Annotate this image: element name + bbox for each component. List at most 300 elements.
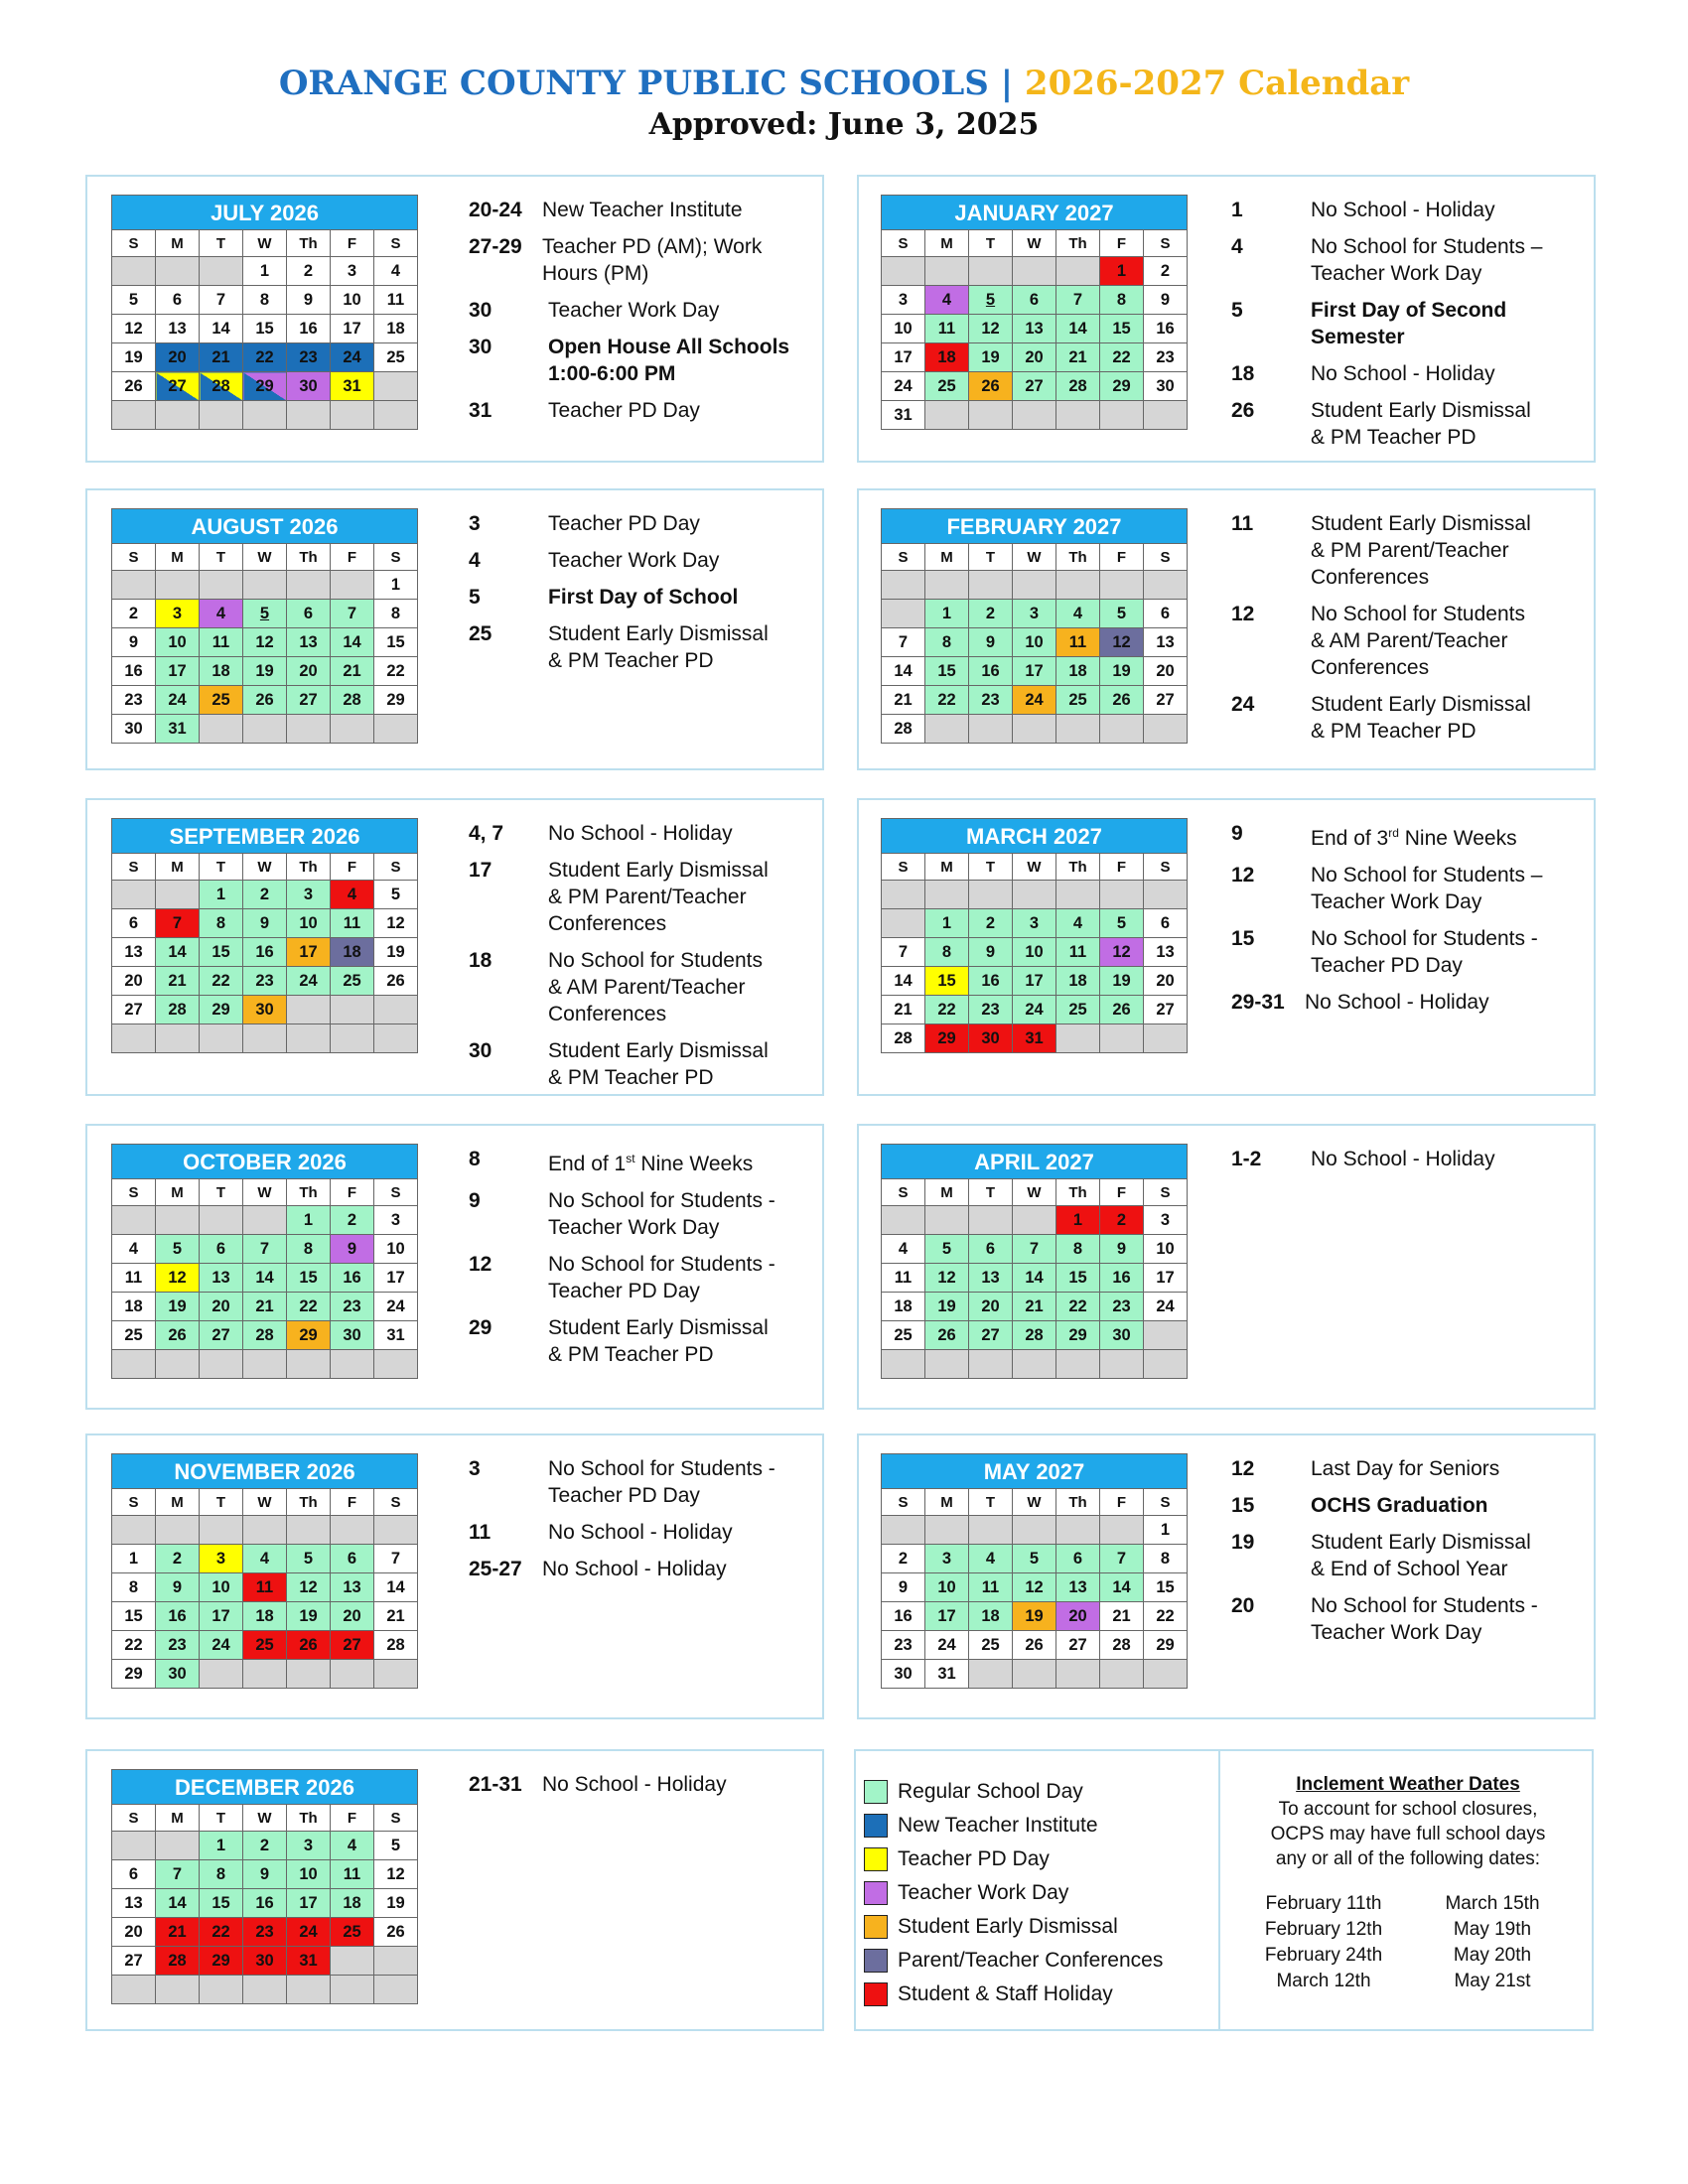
day-cell: 26 (156, 1321, 200, 1350)
empty-day-cell (200, 1976, 243, 2004)
week-row (882, 315, 1188, 343)
day-cell: 28 (1100, 1631, 1144, 1660)
event-item (469, 820, 806, 847)
empty-day-cell (200, 1206, 243, 1235)
day-cell: 31 (882, 401, 925, 430)
empty-day-cell (374, 1350, 418, 1379)
day-cell: 21 (882, 996, 925, 1024)
legend-item (864, 1876, 1221, 1910)
day-cell: 11 (331, 909, 374, 938)
week-row (882, 1573, 1188, 1602)
day-cell: 26 (969, 372, 1013, 401)
day-cell: 24 (374, 1293, 418, 1321)
week-row (882, 657, 1188, 686)
empty-day-cell (1144, 1660, 1188, 1689)
day-cell: 27 (1056, 1631, 1100, 1660)
day-cell: 25 (969, 1631, 1013, 1660)
week-row (112, 571, 418, 600)
day-cell: 11 (1056, 938, 1100, 967)
event-date: 12 (1231, 864, 1255, 887)
day-cell: 17 (1013, 967, 1056, 996)
day-cell: 5 (243, 600, 287, 628)
empty-day-cell (969, 1350, 1013, 1379)
event-text: No School - Holiday (1311, 1148, 1495, 1170)
week-row (882, 1293, 1188, 1321)
day-cell: 2 (1100, 1206, 1144, 1235)
empty-day-cell (882, 1516, 925, 1545)
day-cell: 5 (374, 881, 418, 909)
day-cell: 17 (287, 938, 331, 967)
event-date: 30 (469, 299, 492, 322)
day-cell: 15 (243, 315, 287, 343)
day-cell: 2 (969, 909, 1013, 938)
event-text: No School - Holiday (548, 822, 733, 845)
day-cell: 15 (1056, 1264, 1100, 1293)
month-title: AUGUST 2026 (111, 508, 418, 543)
day-header: S (1144, 1179, 1188, 1206)
event-text: Student Early Dismissal & End of School Year (1311, 1531, 1531, 1580)
day-cell: 16 (112, 657, 156, 686)
day-cell: 23 (243, 1918, 287, 1947)
empty-day-cell (1056, 1660, 1100, 1689)
day-cell: 15 (925, 967, 969, 996)
day-header: M (156, 1805, 200, 1832)
empty-day-cell (200, 1516, 243, 1545)
event-item (469, 510, 806, 537)
day-cell: 22 (200, 967, 243, 996)
day-cell: 26 (1100, 686, 1144, 715)
week-row (112, 1860, 418, 1889)
day-cell: 5 (156, 1235, 200, 1264)
week-row (112, 967, 418, 996)
day-cell: 10 (925, 1573, 969, 1602)
day-header: T (969, 1179, 1013, 1206)
week-row (882, 343, 1188, 372)
event-date: 9 (469, 1189, 481, 1212)
week-row (882, 628, 1188, 657)
event-text: No School for Students – Teacher Work Day (1311, 864, 1543, 913)
day-cell: 29 (374, 686, 418, 715)
day-cell: 24 (882, 372, 925, 401)
week-row (112, 1918, 418, 1947)
empty-day-cell (331, 996, 374, 1024)
day-cell: 9 (1144, 286, 1188, 315)
day-cell: 21 (331, 657, 374, 686)
day-cell: 29 (1144, 1631, 1188, 1660)
day-cell: 12 (374, 1860, 418, 1889)
empty-day-cell (112, 257, 156, 286)
week-row (882, 286, 1188, 315)
day-header: S (1144, 230, 1188, 257)
empty-day-cell (969, 1660, 1013, 1689)
day-cell: 25 (200, 686, 243, 715)
event-text: No School for Students - Teacher PD Day (1311, 927, 1538, 977)
day-header: S (882, 544, 925, 571)
event-item (1231, 820, 1569, 852)
empty-day-cell (1056, 401, 1100, 430)
day-cell: 9 (112, 628, 156, 657)
empty-day-cell (112, 571, 156, 600)
day-cell: 4 (112, 1235, 156, 1264)
day-cell: 17 (374, 1264, 418, 1293)
day-cell: 10 (1013, 938, 1056, 967)
event-text: No School - Holiday (542, 1558, 727, 1580)
event-date: 18 (469, 949, 492, 972)
event-item (469, 1455, 806, 1509)
event-list (1231, 1455, 1569, 1656)
day-cell: 6 (1056, 1545, 1100, 1573)
event-date: 1 (1231, 199, 1243, 221)
event-date: 29-31 (1231, 991, 1285, 1014)
day-header: F (1100, 230, 1144, 257)
day-cell: 21 (156, 967, 200, 996)
day-cell: 11 (374, 286, 418, 315)
day-header: W (243, 544, 287, 571)
day-cell: 30 (112, 715, 156, 744)
week-row (882, 1545, 1188, 1573)
day-cell: 1 (200, 881, 243, 909)
week-row (112, 1660, 418, 1689)
day-cell: 27 (331, 1631, 374, 1660)
day-header: S (112, 1805, 156, 1832)
day-cell: 15 (1100, 315, 1144, 343)
empty-day-cell (200, 1660, 243, 1689)
day-header: Th (287, 1805, 331, 1832)
legend-label: Regular School Day (898, 1780, 1083, 1803)
event-text: Student Early Dismissal & PM Teacher PD (548, 622, 769, 672)
event-item (1231, 1492, 1569, 1519)
day-cell: 22 (1056, 1293, 1100, 1321)
day-header: S (882, 1179, 925, 1206)
empty-day-cell (287, 1024, 331, 1053)
day-cell: 21 (374, 1602, 418, 1631)
legend-item (864, 1978, 1221, 2011)
day-cell: 19 (1013, 1602, 1056, 1631)
day-cell: 25 (243, 1631, 287, 1660)
event-list (469, 820, 806, 1101)
event-item (469, 1251, 806, 1304)
day-cell: 2 (243, 1832, 287, 1860)
day-header: S (374, 1805, 418, 1832)
day-header: W (243, 1179, 287, 1206)
day-header: Th (287, 1489, 331, 1516)
event-text: OCHS Graduation (1311, 1494, 1488, 1517)
day-cell: 5 (1100, 909, 1144, 938)
empty-day-cell (287, 715, 331, 744)
empty-day-cell (331, 1350, 374, 1379)
day-cell: 27 (112, 1947, 156, 1976)
day-cell: 1 (243, 257, 287, 286)
day-header: W (1013, 1489, 1056, 1516)
day-cell: 5 (112, 286, 156, 315)
week-row (112, 1235, 418, 1264)
day-cell: 24 (1013, 686, 1056, 715)
event-item (469, 1556, 806, 1582)
day-cell: 18 (1056, 967, 1100, 996)
inclement-date: February 11th (1265, 1893, 1382, 1914)
event-date: 4, 7 (469, 822, 504, 845)
empty-day-cell (243, 571, 287, 600)
event-list (1231, 820, 1569, 1025)
day-cell: 2 (243, 881, 287, 909)
day-cell: 6 (1144, 909, 1188, 938)
week-row (882, 401, 1188, 430)
event-date: 25-27 (469, 1558, 522, 1580)
day-cell: 12 (287, 1573, 331, 1602)
day-cell: 5 (969, 286, 1013, 315)
day-cell: 8 (112, 1573, 156, 1602)
day-cell: 30 (287, 372, 331, 401)
day-cell: 11 (243, 1573, 287, 1602)
empty-day-cell (969, 571, 1013, 600)
day-cell: 13 (200, 1264, 243, 1293)
day-header: S (112, 854, 156, 881)
day-cell: 21 (882, 686, 925, 715)
empty-day-cell (287, 1516, 331, 1545)
month-title: MAY 2027 (881, 1453, 1188, 1488)
day-cell: 6 (112, 909, 156, 938)
inclement-date: May 21st (1454, 1971, 1531, 1991)
day-header: M (156, 230, 200, 257)
day-header: Th (1056, 230, 1100, 257)
day-cell: 3 (331, 257, 374, 286)
day-cell: 1 (200, 1832, 243, 1860)
legend-swatch (864, 1780, 888, 1804)
empty-day-cell (156, 257, 200, 286)
empty-day-cell (1056, 571, 1100, 600)
day-cell: 23 (156, 1631, 200, 1660)
week-row (112, 938, 418, 967)
legend-swatch (864, 1915, 888, 1939)
event-text: Student Early Dismissal & PM Teacher PD (1311, 399, 1531, 449)
day-cell: 8 (925, 628, 969, 657)
event-text: No School - Holiday (542, 1773, 727, 1796)
day-cell: 20 (1056, 1602, 1100, 1631)
event-item (1231, 233, 1569, 287)
day-cell: 16 (1144, 315, 1188, 343)
day-header: F (331, 230, 374, 257)
day-cell: 17 (1013, 657, 1056, 686)
month-calendar (881, 818, 1188, 1053)
day-cell: 23 (287, 343, 331, 372)
page-title (0, 62, 1688, 105)
day-cell: 29 (1056, 1321, 1100, 1350)
day-cell: 21 (200, 343, 243, 372)
day-header: M (925, 544, 969, 571)
day-cell: 25 (112, 1321, 156, 1350)
day-cell: 2 (1144, 257, 1188, 286)
day-cell: 28 (331, 686, 374, 715)
day-cell: 9 (287, 286, 331, 315)
empty-day-cell (1100, 881, 1144, 909)
month-calendar (111, 195, 418, 430)
day-cell: 10 (331, 286, 374, 315)
day-cell: 3 (1144, 1206, 1188, 1235)
empty-day-cell (925, 571, 969, 600)
month-calendar (881, 195, 1188, 430)
empty-day-cell (156, 1976, 200, 2004)
event-text: Teacher Work Day (548, 549, 720, 572)
day-cell: 1 (1144, 1516, 1188, 1545)
week-row (112, 1293, 418, 1321)
day-header: W (243, 1805, 287, 1832)
empty-day-cell (243, 1516, 287, 1545)
day-cell: 6 (1013, 286, 1056, 315)
empty-day-cell (331, 1660, 374, 1689)
week-row (882, 909, 1188, 938)
day-cell: 7 (156, 909, 200, 938)
month-calendar (111, 1453, 418, 1689)
day-cell: 14 (1013, 1264, 1056, 1293)
day-cell: 5 (925, 1235, 969, 1264)
empty-day-cell (1100, 401, 1144, 430)
day-cell: 12 (112, 315, 156, 343)
week-row (112, 372, 418, 401)
day-cell: 13 (156, 315, 200, 343)
event-date: 20-24 (469, 199, 522, 221)
day-cell: 1 (374, 571, 418, 600)
event-text: No School for Students & AM Parent/Teacher Conferences (548, 949, 763, 1025)
empty-day-cell (1013, 571, 1056, 600)
empty-day-cell (1013, 401, 1056, 430)
empty-day-cell (331, 571, 374, 600)
empty-day-cell (1056, 1350, 1100, 1379)
week-row (112, 1889, 418, 1918)
day-cell: 4 (331, 881, 374, 909)
event-list (1231, 1146, 1569, 1182)
legend-label: Teacher Work Day (898, 1881, 1069, 1904)
event-date: 3 (469, 512, 481, 535)
day-cell: 8 (200, 1860, 243, 1889)
event-date: 5 (1231, 299, 1243, 322)
empty-day-cell (1013, 881, 1056, 909)
week-row (112, 1350, 418, 1379)
empty-day-cell (112, 401, 156, 430)
inclement-title: Inclement Weather Dates (1296, 1774, 1520, 1795)
day-cell: 23 (882, 1631, 925, 1660)
empty-day-cell (287, 1976, 331, 2004)
week-row (112, 257, 418, 286)
day-cell: 14 (243, 1264, 287, 1293)
day-header: F (1100, 1489, 1144, 1516)
empty-day-cell (882, 909, 925, 938)
empty-day-cell (1144, 881, 1188, 909)
event-item (1231, 601, 1569, 681)
empty-day-cell (925, 401, 969, 430)
day-cell: 22 (200, 1918, 243, 1947)
week-row (112, 1321, 418, 1350)
empty-day-cell (156, 1024, 200, 1053)
empty-day-cell (1144, 571, 1188, 600)
day-cell: 24 (925, 1631, 969, 1660)
event-item (1231, 1529, 1569, 1582)
day-cell: 4 (925, 286, 969, 315)
empty-day-cell (156, 1516, 200, 1545)
day-cell: 4 (331, 1832, 374, 1860)
empty-day-cell (112, 881, 156, 909)
day-cell: 9 (156, 1573, 200, 1602)
event-date: 5 (469, 586, 481, 609)
empty-day-cell (925, 1516, 969, 1545)
day-header: W (1013, 230, 1056, 257)
day-cell: 9 (331, 1235, 374, 1264)
empty-day-cell (1056, 881, 1100, 909)
week-row (112, 1947, 418, 1976)
day-cell: 11 (1056, 628, 1100, 657)
day-cell: 27 (112, 996, 156, 1024)
empty-day-cell (374, 996, 418, 1024)
day-cell: 19 (1100, 967, 1144, 996)
event-item (1231, 862, 1569, 915)
inclement-date: February 24th (1264, 1945, 1383, 1966)
day-cell: 31 (287, 1947, 331, 1976)
empty-day-cell (925, 1350, 969, 1379)
day-header: T (200, 854, 243, 881)
day-cell: 11 (882, 1264, 925, 1293)
week-row (112, 657, 418, 686)
event-date: 12 (469, 1253, 492, 1276)
day-cell: 8 (1144, 1545, 1188, 1573)
empty-day-cell (1056, 1024, 1100, 1053)
day-cell: 3 (200, 1545, 243, 1573)
empty-day-cell (1100, 715, 1144, 744)
day-cell: 28 (882, 1024, 925, 1053)
day-cell: 30 (331, 1321, 374, 1350)
approval-date: Approved: June 3, 2025 (648, 107, 1040, 142)
week-row (112, 1573, 418, 1602)
day-cell: 31 (331, 372, 374, 401)
week-row (882, 967, 1188, 996)
empty-day-cell (925, 715, 969, 744)
day-cell: 2 (287, 257, 331, 286)
week-row (112, 715, 418, 744)
day-cell: 17 (882, 343, 925, 372)
day-cell: 3 (287, 1832, 331, 1860)
day-cell: 6 (331, 1545, 374, 1573)
day-cell: 13 (969, 1264, 1013, 1293)
day-cell: 22 (1144, 1602, 1188, 1631)
day-cell: 23 (243, 967, 287, 996)
empty-day-cell (112, 1206, 156, 1235)
day-header: W (1013, 544, 1056, 571)
day-cell: 20 (1013, 343, 1056, 372)
empty-day-cell (374, 372, 418, 401)
event-text: No School for Students & AM Parent/Teacher Conferences (1311, 603, 1525, 679)
event-text: No School - Holiday (1311, 362, 1495, 385)
day-cell: 30 (156, 1660, 200, 1689)
inclement-date: February 12th (1264, 1919, 1383, 1940)
day-cell: 28 (1013, 1321, 1056, 1350)
event-text: New Teacher Institute (542, 199, 743, 221)
event-item (469, 233, 806, 287)
day-cell: 1 (925, 909, 969, 938)
day-cell: 18 (969, 1602, 1013, 1631)
empty-day-cell (1144, 1024, 1188, 1053)
day-cell: 11 (112, 1264, 156, 1293)
empty-day-cell (243, 1350, 287, 1379)
event-date: 29 (469, 1316, 492, 1339)
week-row (882, 996, 1188, 1024)
event-text: No School for Students - Teacher PD Day (548, 1253, 775, 1302)
event-item (1231, 925, 1569, 979)
day-cell: 25 (882, 1321, 925, 1350)
day-cell: 5 (1013, 1545, 1056, 1573)
day-cell: 18 (1056, 657, 1100, 686)
day-cell: 31 (156, 715, 200, 744)
day-cell: 10 (156, 628, 200, 657)
day-cell: 15 (925, 657, 969, 686)
week-row (112, 1631, 418, 1660)
